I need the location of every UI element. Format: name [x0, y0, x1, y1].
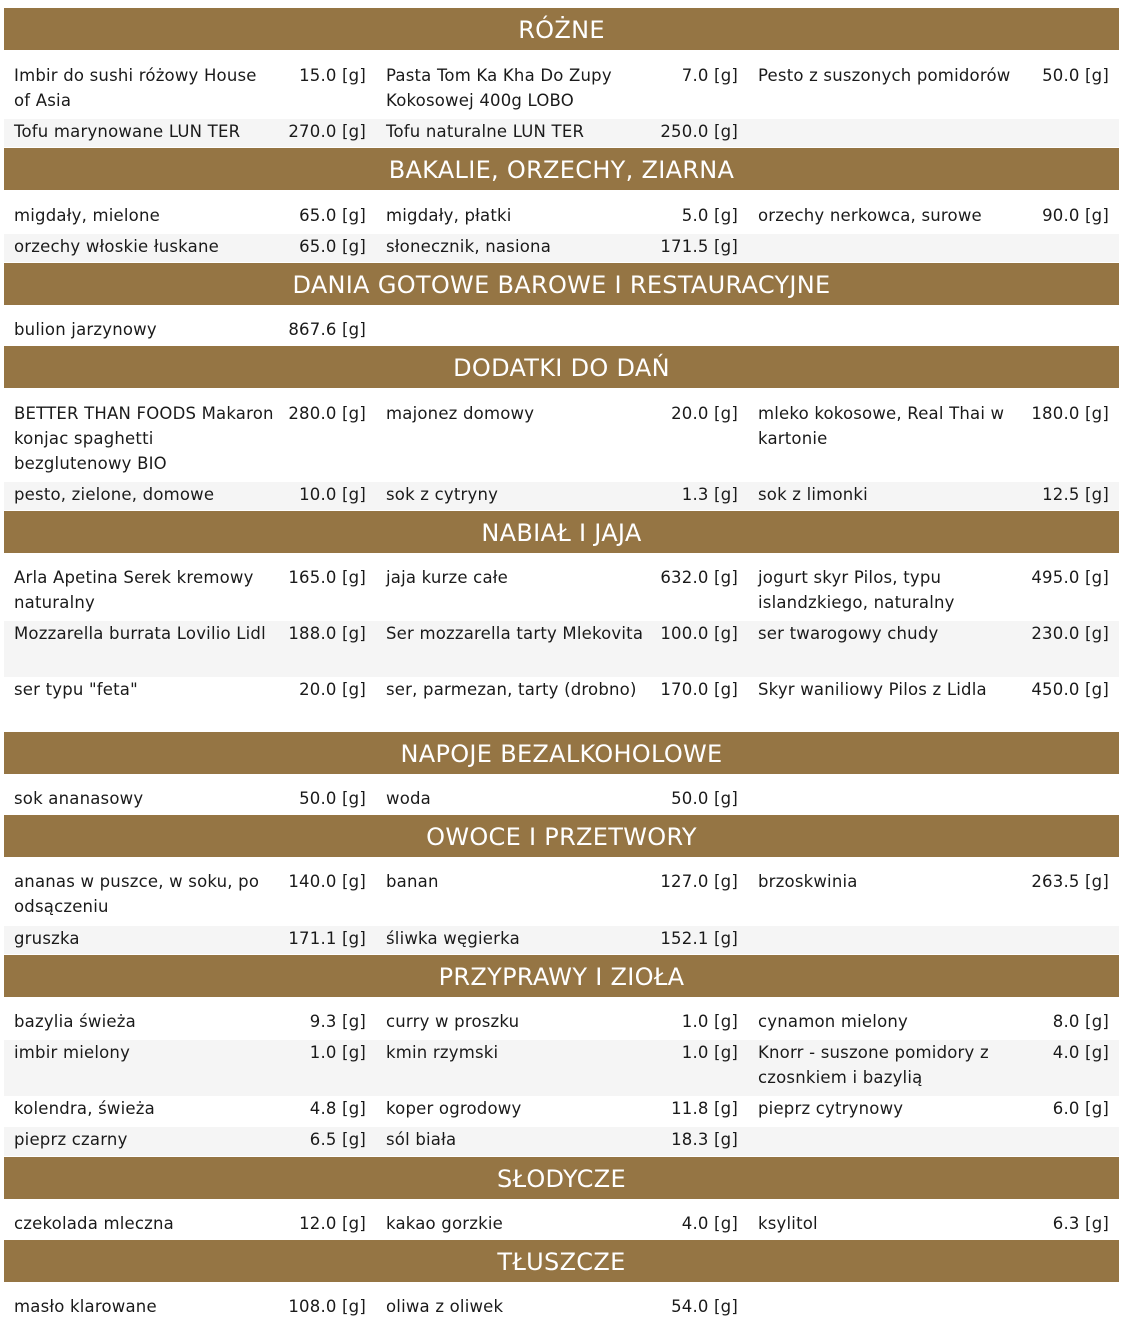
product-quantity: 7.0 [g] [681, 66, 738, 85]
table-row [4, 203, 1119, 234]
table-row [4, 926, 1119, 954]
list-item [4, 926, 376, 954]
product-name: Pesto z suszonych pomidorów [758, 66, 1011, 85]
product-quantity: 1.0 [g] [309, 1043, 366, 1062]
product-quantity: 18.3 [g] [671, 1130, 738, 1149]
category-header-rozne: RÓŻNE [4, 8, 1119, 50]
product-quantity: 140.0 [g] [288, 872, 366, 891]
list-item [376, 119, 748, 147]
list-item [376, 565, 748, 621]
category-header-bakalie-orzechy-ziarna: BAKALIE, ORZECHY, ZIARNA [4, 148, 1119, 190]
product-quantity: 263.5 [g] [1031, 872, 1109, 891]
table-row [4, 401, 1119, 482]
list-item [4, 317, 376, 347]
category-header-t-uszcze: TŁUSZCZE [4, 1240, 1119, 1282]
product-name: Mozzarella burrata Lovilio Lidl [14, 624, 266, 643]
table-row [4, 786, 1119, 816]
table-row [4, 317, 1119, 347]
product-quantity: 4.0 [g] [681, 1214, 738, 1233]
product-quantity: 250.0 [g] [660, 122, 738, 141]
product-quantity: 867.6 [g] [288, 320, 366, 339]
list-item [748, 677, 1119, 732]
product-name: Skyr waniliowy Pilos z Lidla [758, 680, 987, 699]
product-quantity: 1.0 [g] [681, 1043, 738, 1062]
category-header-dania-gotowe-barowe-i-restauracyjne: DANIA GOTOWE BAROWE I RESTAURACYJNE [4, 263, 1119, 305]
list-item [376, 926, 748, 954]
product-name: woda [386, 789, 431, 808]
list-item [376, 1009, 748, 1040]
list-item [376, 401, 748, 482]
list-item [376, 1127, 748, 1156]
product-quantity: 450.0 [g] [1031, 680, 1109, 699]
list-item [376, 1096, 748, 1127]
list-item [748, 1211, 1119, 1241]
table-row [4, 234, 1119, 262]
list-item [748, 63, 1119, 119]
product-quantity: 11.8 [g] [671, 1099, 738, 1118]
product-name: ananas w puszce, w soku, po odsączeniu [14, 872, 260, 916]
list-item [748, 1009, 1119, 1040]
list-item [4, 1211, 376, 1241]
table-row [4, 63, 1119, 119]
category-header-nabia-i-jaja: NABIAŁ I JAJA [4, 511, 1119, 553]
product-quantity: 20.0 [g] [299, 680, 366, 699]
product-quantity: 171.1 [g] [288, 929, 366, 948]
category-header-przyprawy-i-zio-a: PRZYPRAWY I ZIOŁA [4, 955, 1119, 997]
list-item [376, 203, 748, 234]
product-name: Imbir do sushi różowy House of Asia [14, 66, 257, 110]
table-row [4, 119, 1119, 147]
table-row [4, 1096, 1119, 1127]
product-name: bulion jarzynowy [14, 320, 157, 339]
product-quantity: 108.0 [g] [288, 1297, 366, 1316]
list-item [376, 786, 748, 816]
product-quantity: 6.0 [g] [1052, 1099, 1109, 1118]
product-quantity: 12.0 [g] [299, 1214, 366, 1233]
product-quantity: 230.0 [g] [1031, 624, 1109, 643]
list-item [4, 1294, 376, 1324]
product-quantity: 1.3 [g] [681, 485, 738, 504]
product-quantity: 170.0 [g] [660, 680, 738, 699]
list-item [4, 869, 376, 926]
category-header-napoje-bezalkoholowe: NAPOJE BEZALKOHOLOWE [4, 732, 1119, 774]
product-name: Arla Apetina Serek kremowy naturalny [14, 568, 254, 612]
product-name: Tofu naturalne LUN TER [386, 122, 585, 141]
product-quantity: 20.0 [g] [671, 404, 738, 423]
list-item [4, 1127, 376, 1156]
list-item [376, 234, 748, 262]
list-item [4, 565, 376, 621]
product-quantity: 65.0 [g] [299, 206, 366, 225]
list-item [376, 482, 748, 510]
product-name: słonecznik, nasiona [386, 237, 552, 256]
product-name: sok z cytryny [386, 485, 499, 504]
product-name: migdały, płatki [386, 206, 512, 225]
list-item [4, 786, 376, 816]
product-name: gruszka [14, 929, 80, 948]
list-item [4, 1040, 376, 1096]
product-quantity: 165.0 [g] [288, 568, 366, 587]
list-item [376, 621, 748, 677]
product-quantity: 180.0 [g] [1031, 404, 1109, 423]
list-item [376, 1294, 748, 1324]
product-name: sól biała [386, 1130, 457, 1149]
product-quantity: 495.0 [g] [1031, 568, 1109, 587]
product-quantity: 4.8 [g] [309, 1099, 366, 1118]
product-name: orzechy nerkowca, surowe [758, 206, 982, 225]
table-row [4, 1211, 1119, 1241]
table-row [4, 482, 1119, 510]
list-item [748, 621, 1119, 677]
product-name: kolendra, świeża [14, 1099, 155, 1118]
product-quantity: 100.0 [g] [660, 624, 738, 643]
list-item [376, 869, 748, 926]
product-name: koper ogrodowy [386, 1099, 522, 1118]
product-name: orzechy włoskie łuskane [14, 237, 219, 256]
list-item [4, 63, 376, 119]
list-item [748, 869, 1119, 926]
product-name: imbir mielony [14, 1043, 131, 1062]
product-name: pieprz cytrynowy [758, 1099, 904, 1118]
category-header-s-odycze: SŁODYCZE [4, 1157, 1119, 1199]
list-item [4, 234, 376, 262]
product-name: śliwka węgierka [386, 929, 520, 948]
list-item [376, 677, 748, 732]
table-row [4, 1009, 1119, 1040]
list-item [4, 119, 376, 147]
list-item [4, 677, 376, 732]
product-name: sok ananasowy [14, 789, 144, 808]
product-name: banan [386, 872, 439, 891]
list-item [748, 1096, 1119, 1127]
product-quantity: 171.5 [g] [660, 237, 738, 256]
product-quantity: 6.3 [g] [1052, 1214, 1109, 1233]
product-name: czekolada mleczna [14, 1214, 174, 1233]
product-name: Knorr - suszone pomidory z czosnkiem i bazylią [758, 1043, 989, 1087]
table-row [4, 1040, 1119, 1096]
table-row [4, 621, 1119, 677]
product-quantity: 5.0 [g] [681, 206, 738, 225]
product-name: BETTER THAN FOODS Makaron konjac spaghetti bezglutenowy BIO [14, 404, 274, 473]
product-quantity: 1.0 [g] [681, 1012, 738, 1031]
product-name: migdały, mielone [14, 206, 160, 225]
product-name: kakao gorzkie [386, 1214, 503, 1233]
list-item [4, 401, 376, 482]
list-item [4, 1096, 376, 1127]
product-quantity: 50.0 [g] [1042, 66, 1109, 85]
product-name: pesto, zielone, domowe [14, 485, 215, 504]
product-name: bazylia świeża [14, 1012, 136, 1031]
list-item [748, 482, 1119, 510]
category-header-dodatki-do-dan: DODATKI DO DAŃ [4, 346, 1119, 388]
product-quantity: 188.0 [g] [288, 624, 366, 643]
list-item [376, 1211, 748, 1241]
product-quantity: 4.0 [g] [1052, 1043, 1109, 1062]
table-row [4, 1127, 1119, 1156]
product-quantity: 8.0 [g] [1052, 1012, 1109, 1031]
product-name: Ser mozzarella tarty Mlekovita [386, 624, 644, 643]
list-item [4, 1009, 376, 1040]
product-quantity: 10.0 [g] [299, 485, 366, 504]
product-quantity: 632.0 [g] [660, 568, 738, 587]
product-quantity: 12.5 [g] [1042, 485, 1109, 504]
product-name: sok z limonki [758, 485, 868, 504]
product-name: kmin rzymski [386, 1043, 499, 1062]
table-row [4, 565, 1119, 621]
product-quantity: 6.5 [g] [309, 1130, 366, 1149]
product-name: pieprz czarny [14, 1130, 128, 1149]
list-item [4, 621, 376, 677]
product-quantity: 50.0 [g] [671, 789, 738, 808]
list-item [748, 565, 1119, 621]
list-item [748, 401, 1119, 482]
product-name: jogurt skyr Pilos, typu islandzkiego, naturalny [758, 568, 955, 612]
product-name: Pasta Tom Ka Kha Do Zupy Kokosowej 400g LOBO [386, 66, 612, 110]
product-name: brzoskwinia [758, 872, 858, 891]
category-header-owoce-i-przetwory: OWOCE I PRZETWORY [4, 815, 1119, 857]
product-name: majonez domowy [386, 404, 535, 423]
product-name: masło klarowane [14, 1297, 157, 1316]
product-quantity: 50.0 [g] [299, 789, 366, 808]
product-quantity: 90.0 [g] [1042, 206, 1109, 225]
table-row [4, 677, 1119, 732]
list-item [748, 1040, 1119, 1096]
product-name: oliwa z oliwek [386, 1297, 504, 1316]
product-quantity: 65.0 [g] [299, 237, 366, 256]
product-name: ser, parmezan, tarty (drobno) [386, 680, 637, 699]
list-item [748, 203, 1119, 234]
product-name: curry w proszku [386, 1012, 520, 1031]
product-quantity: 9.3 [g] [309, 1012, 366, 1031]
list-item [376, 1040, 748, 1096]
table-row [4, 869, 1119, 926]
product-name: ksylitol [758, 1214, 818, 1233]
product-quantity: 54.0 [g] [671, 1297, 738, 1316]
product-quantity: 152.1 [g] [660, 929, 738, 948]
list-item [4, 203, 376, 234]
product-quantity: 280.0 [g] [288, 404, 366, 423]
list-item [4, 482, 376, 510]
product-quantity: 127.0 [g] [660, 872, 738, 891]
product-name: Tofu marynowane LUN TER [14, 122, 241, 141]
product-name: mleko kokosowe, Real Thai w kartonie [758, 404, 1005, 448]
list-item [376, 63, 748, 119]
product-quantity: 270.0 [g] [288, 122, 366, 141]
product-quantity: 15.0 [g] [299, 66, 366, 85]
product-name: ser twarogowy chudy [758, 624, 939, 643]
product-name: jaja kurze całe [386, 568, 509, 587]
table-row [4, 1294, 1119, 1324]
product-name: ser typu "feta" [14, 680, 138, 699]
product-name: cynamon mielony [758, 1012, 908, 1031]
